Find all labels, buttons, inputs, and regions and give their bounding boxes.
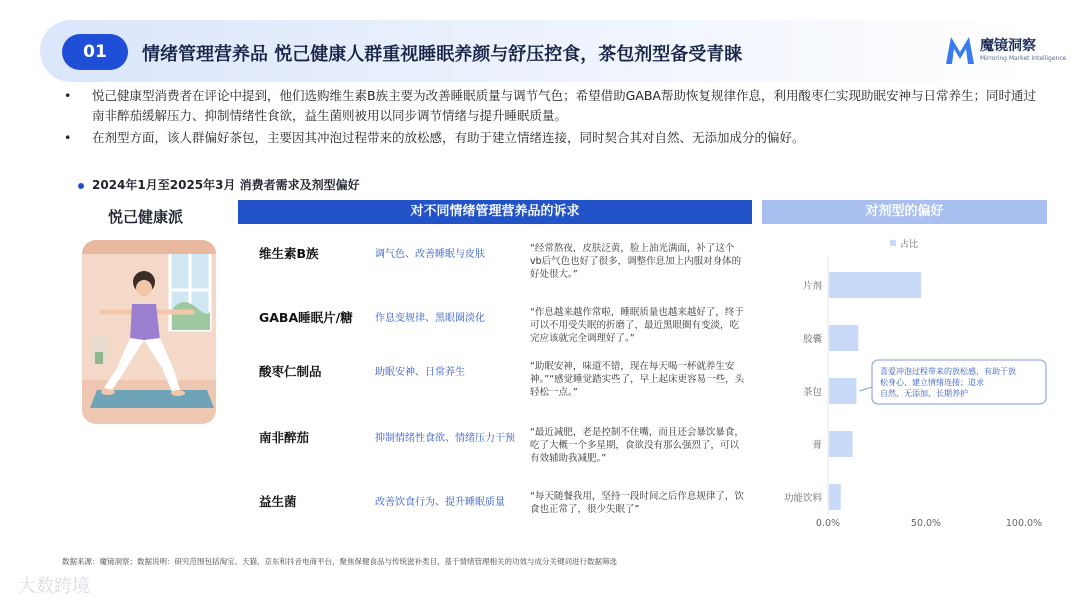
consumer-quote: “每天随餐我用，坚持一段时间之后作息规律了，饮食也正常了，很少失眠了” [530, 491, 744, 515]
bar [829, 272, 921, 298]
watermark: 大数跨境 [18, 576, 90, 597]
dosage-form-bar-chart [762, 226, 1052, 536]
needs-table-header: 对不同情绪管理营养品的诉求 [238, 200, 752, 224]
preference-chart-header: 对剂型的偏好 [762, 200, 1047, 224]
tick-label: 100.0% [1005, 518, 1043, 529]
product-need: 改善饮食行为、提升睡眠质量 [375, 497, 505, 508]
brand-name: 魔镜洞察 [980, 38, 1036, 54]
product-need: 抑制情绪性食欲、情绪压力干预 [375, 433, 515, 444]
product-name: 酸枣仁制品 [259, 364, 322, 379]
product-need: 助眠安神、日常养生 [375, 367, 465, 378]
bar [829, 484, 841, 510]
consumer-quote: “作息越来越作常啦，睡眠质量也越来越好了，终于可以不用受失眠的折磨了，最近黑眼圈有变淡，吃完应该就完全调理好了。” [530, 307, 744, 344]
persona-illustration [82, 240, 216, 424]
page-title: 情绪管理营养品 悦己健康人群重视睡眠养颜与舒压控食，茶包剂型备受青睐 [142, 44, 743, 65]
callout-connector [859, 387, 872, 391]
product-name: 南非醉茄 [259, 430, 310, 445]
bullet-item: • 在剂型方面，该人群偏好茶包，主要因其冲泡过程带来的放松感，有助于建立情绪连接，同时契合其对自然、无添加成分的偏好。 [64, 128, 1039, 148]
product-need: 作息变规律、黑眼圈淡化 [375, 313, 485, 324]
bullet-item: • 悦己健康型消费者在评论中提到，他们选购维生素B族主要为改善睡眠质量与调节气色；希望借助GABA帮助恢复规律作息，利用酸枣仁实现助眠安神与日常养生；同时通过南非醉茄缓解压力、抑制情绪性食欲，益生菌则被用以同步调节情绪与提升睡眠质量。 [64, 88, 1036, 123]
persona-title: 悦己健康派 [108, 208, 184, 226]
category-label: 膏 [812, 440, 822, 451]
yoga-woman-illustration [82, 240, 216, 424]
callout-text: 喜爱冲泡过程带来的放松感，有助于放松身心、建立情绪连接；追求自然、无添加、长期养护 [880, 367, 1016, 398]
product-need: 调气色、改善睡眠与皮肤 [375, 249, 485, 260]
section-title: 2024年1月至2025年3月 消费者需求及剂型偏好 [78, 176, 360, 193]
section-dot-icon [78, 183, 84, 189]
brand-subtitle: Mirroring Market Intelligence [980, 55, 1067, 62]
legend-label: 占比 [900, 240, 919, 250]
tick-label: 0.0% [815, 518, 841, 529]
tick-label: 50.0% [910, 518, 942, 529]
consumer-quote: “最近减肥，老是控制不住嘴，而且还会暴饮暴食，吃了大概一个多星期，食欲没有那么强烈了，可以有效辅助我减肥。” [530, 427, 744, 464]
legend-swatch [890, 240, 896, 246]
footnote: 数据来源：魔镜洞察；数据说明：研究范围包括淘宝、天猫、京东和抖音电商平台，聚焦保健食品与传统滋补类目，基于情绪管理相关的功效与成分关键词进行数据筛选 [62, 557, 617, 566]
consumer-quote: “助眠安神，味道不错，现在每天喝一杯就养生安神。”“感觉睡觉踏实些了，早上起床更容易一些，头轻松一点。” [530, 361, 745, 398]
category-label: 功能饮料 [783, 493, 822, 504]
summary-bullets [64, 86, 1039, 150]
bar [829, 378, 856, 404]
m-logo-icon [944, 34, 976, 66]
product-name: 益生菌 [259, 494, 297, 509]
category-label: 胶囊 [802, 334, 822, 345]
category-label: 片剂 [802, 281, 822, 292]
section-number-badge: 01 [62, 34, 128, 70]
product-name: 维生素B族 [259, 246, 319, 261]
category-label: 茶包 [802, 387, 822, 398]
product-name: GABA睡眠片/糖 [259, 310, 353, 325]
bullet-dot: • [64, 130, 72, 145]
brand-logo [944, 34, 1067, 74]
consumer-quote: “经常熬夜，皮肤泛黄，脸上油光满面，补了这个vb后气色也好了很多，调整作息加上内服对身体的好处很大。” [530, 243, 742, 280]
bar [829, 325, 858, 351]
bullet-dot: • [64, 88, 72, 103]
bar [829, 431, 853, 457]
